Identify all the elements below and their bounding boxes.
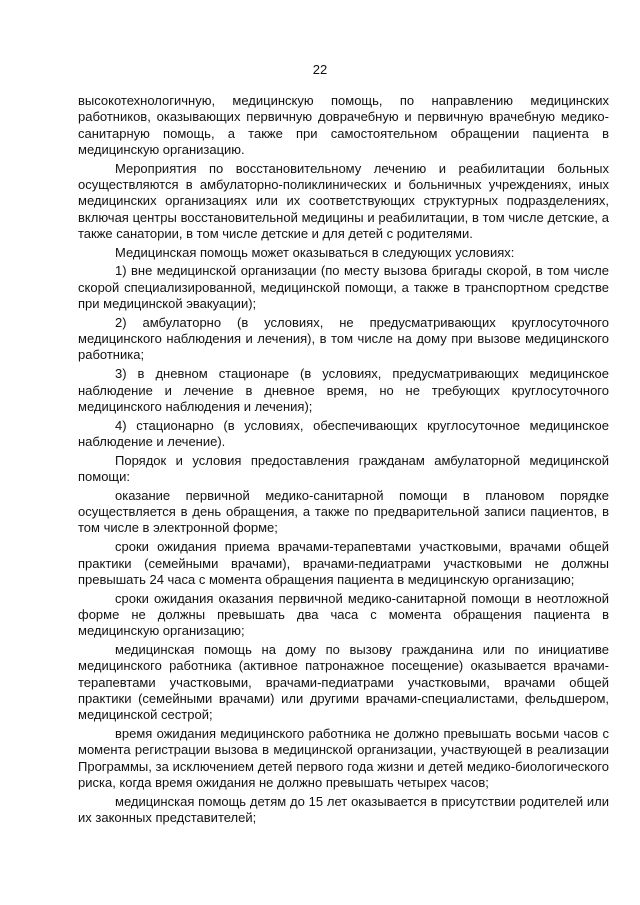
paragraph: высокотехнологичную, медицинскую помощь, по направлению медицинских работников, оказывающих первичную доврачебную и первичную врачебную медико-санитарную помощь, а также при самостоятельном обращении пациента в медицинскую организацию.	[78, 93, 609, 157]
list-item: 2) амбулаторно (в условиях, не предусматривающих круглосуточного медицинского наблюдения и лечения), в том числе на дому при вызове медицинского работника;	[78, 314, 609, 363]
list-item: 3) в дневном стационаре (в условиях, предусматривающих медицинское наблюдение и лечение в дневное время, но не требующих круглосуточного медицинского наблюдения и лечения);	[78, 366, 609, 414]
paragraph: Порядок и условия предоставления гражданам амбулаторной медицинской помощи:	[78, 452, 609, 485]
paragraph: оказание первичной медико-санитарной помощи в плановом порядке осуществляется в день обращения, а также по предварительной записи пациентов, в том числе в электронной форме;	[78, 487, 609, 536]
paragraph: сроки ожидания оказания первичной медико-санитарной помощи в неотложной форме не должны превышать два часа с момента обращения пациента в медицинскую организацию;	[78, 590, 609, 639]
paragraph: медицинская помощь на дому по вызову гражданина или по инициативе медицинского работника (активное патронажное посещение) оказывается врачами-терапевтами участковыми, врачами-педиатрами участковыми, врачами общей практики (семейными врачами) или другими врачами-специалистами, фельдшером, медицинской сестрой;	[78, 642, 609, 723]
paragraph: Медицинская помощь может оказываться в следующих условиях:	[115, 244, 515, 260]
list-item: 1) вне медицинской организации (по месту вызова бригады скорой, в том числе скорой специализированной, медицинской помощи, а также в транспортном средстве при медицинской эвакуации);	[78, 263, 609, 312]
document-body	[78, 93, 609, 829]
paragraph: время ожидания медицинского работника не должно превышать восьми часов с момента регистрации вызова в медицинской организации, участвующей в реализации Программы, за исключением детей первого года жизни и детей медико-биологического риска, когда время ожидания не должно превышать четырех часов;	[78, 725, 609, 790]
paragraph: сроки ожидания приема врачами-терапевтами участковыми, врачами общей практики (семейными врачами), врачами-педиатрами участковыми не должны превышать 24 часа с момента обращения пациента в медицинскую организацию;	[78, 539, 609, 587]
list-item: 4) стационарно (в условиях, обеспечивающих круглосуточное медицинское наблюдение и лечение).	[78, 417, 609, 449]
page-number: 22	[312, 62, 328, 77]
paragraph: Мероприятия по восстановительному лечению и реабилитации больных осуществляются в амбулаторно-поликлинических и больничных учреждениях, иных медицинских организациях или их соответствующих структурных подразделениях, включая центры восстановительной медицины и реабилитации, в том числе детские, а также санатории, в том числе детские и для детей с родителями.	[78, 160, 609, 241]
paragraph: медицинская помощь детям до 15 лет оказывается в присутствии родителей или их законных представителей;	[78, 793, 609, 825]
